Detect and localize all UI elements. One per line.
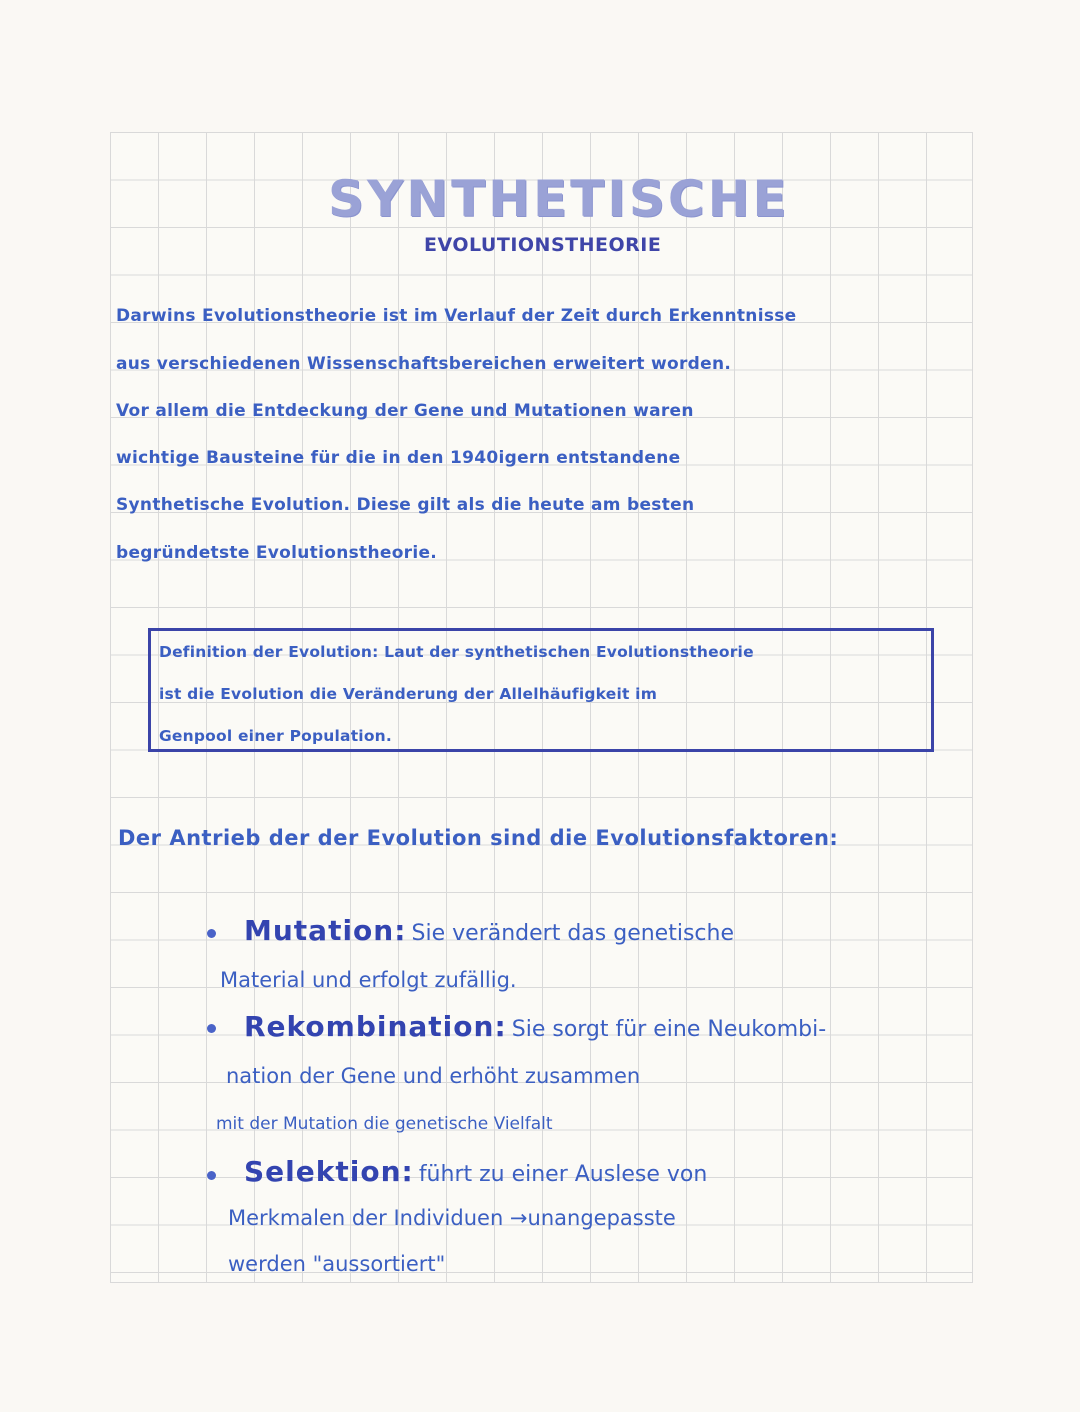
definition-box xyxy=(148,628,934,752)
intro-line: Synthetische Evolution. Diese gilt als die heute am besten xyxy=(116,495,695,515)
factor-continuation: Merkmalen der Individuen →unangepasste xyxy=(228,1206,676,1230)
definition-line: Definition der Evolution: Laut der synthetischen Evolutionstheorie xyxy=(159,643,754,661)
factor-continuation: mit der Mutation die genetische Vielfalt xyxy=(216,1114,553,1134)
bullet-icon xyxy=(207,1171,216,1180)
definition-line: Genpool einer Population. xyxy=(159,727,392,745)
factor-description: Sie verändert das genetische xyxy=(411,921,734,946)
factor-description: führt zu einer Auslese von xyxy=(418,1162,708,1187)
factor-heading: Selektion: xyxy=(244,1155,414,1188)
bullet-icon xyxy=(207,1024,216,1033)
factor-continuation: Material und erfolgt zufällig. xyxy=(220,968,517,992)
factor-continuation: werden "aussortiert" xyxy=(228,1252,446,1276)
intro-line: begründetste Evolutionstheorie. xyxy=(116,543,438,563)
intro-line: Darwins Evolutionstheorie ist im Verlauf der Zeit durch Erkenntnisse xyxy=(116,306,797,326)
factor-heading: Rekombination: xyxy=(244,1010,507,1043)
factor-heading: Mutation: xyxy=(244,914,407,947)
factor-rekombination xyxy=(244,1010,826,1043)
factor-continuation: nation der Gene und erhöht zusammen xyxy=(226,1064,641,1088)
intro-line: wichtige Bausteine für die in den 1940igern entstandene xyxy=(116,448,681,468)
definition-line: ist die Evolution die Veränderung der Allelhäufigkeit im xyxy=(159,685,658,703)
factor-mutation xyxy=(244,914,734,947)
factors-intro: Der Antrieb der der Evolution sind die Evolutionsfaktoren: xyxy=(118,826,839,850)
page-title: SYNTHETISCHE xyxy=(328,170,790,228)
page-subtitle: EVOLUTIONSTHEORIE xyxy=(424,234,662,256)
factor-description: Sie sorgt für eine Neukombi- xyxy=(511,1017,827,1042)
intro-line: aus verschiedenen Wissenschaftsbereichen erweitert worden. xyxy=(116,354,732,374)
factor-selektion xyxy=(244,1155,707,1188)
intro-line: Vor allem die Entdeckung der Gene und Mutationen waren xyxy=(116,401,694,421)
bullet-icon xyxy=(207,929,216,938)
